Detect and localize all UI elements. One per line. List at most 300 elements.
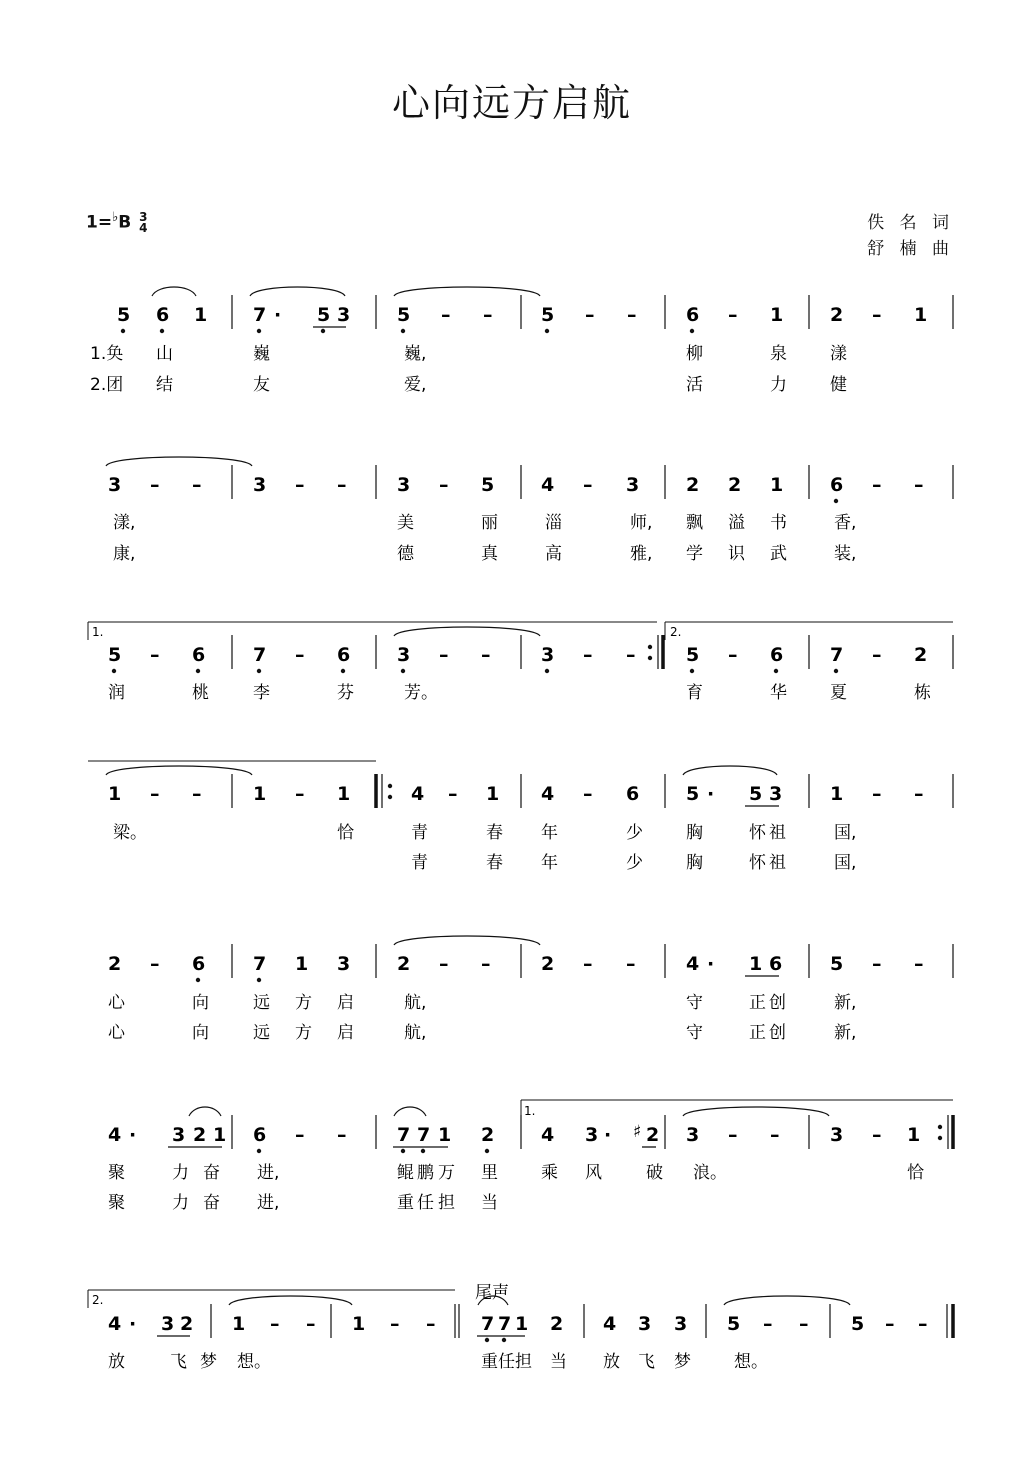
note: – xyxy=(763,1313,773,1335)
note: 3 xyxy=(626,474,640,496)
note: 1 xyxy=(337,783,351,805)
note: 1 xyxy=(232,1313,246,1335)
lyric: 装, xyxy=(834,544,857,564)
note: – xyxy=(583,783,593,805)
note: 5 xyxy=(397,304,411,326)
note: · xyxy=(129,1313,137,1335)
note: 5 xyxy=(541,304,555,326)
note: 4 xyxy=(686,953,700,975)
note: 6 xyxy=(156,304,170,326)
note: – xyxy=(770,1124,780,1146)
note: – xyxy=(583,953,593,975)
lyric: 方 xyxy=(295,993,312,1013)
note: – xyxy=(270,1313,280,1335)
note: 3 xyxy=(172,1124,186,1146)
note: 2 xyxy=(193,1124,207,1146)
lyric: 放 xyxy=(108,1352,125,1372)
note: 6 xyxy=(686,304,700,326)
note: 2 xyxy=(550,1313,564,1335)
tie xyxy=(394,936,540,945)
note: 3 xyxy=(674,1313,688,1335)
note: – xyxy=(192,783,202,805)
note: 6 xyxy=(770,644,784,666)
note: 3 xyxy=(541,644,555,666)
lyric: 风 xyxy=(585,1163,602,1183)
lyric: 新, xyxy=(834,993,857,1013)
note: 3 xyxy=(686,1124,700,1146)
notes-layer xyxy=(90,304,932,1372)
slur xyxy=(189,1107,221,1116)
lyric: 航, xyxy=(404,993,427,1013)
lyric: 当 xyxy=(550,1352,567,1372)
note: 2 xyxy=(541,953,555,975)
lyric: 里 xyxy=(481,1163,498,1183)
octave-dot-below xyxy=(257,669,261,673)
lyric: 鹏 xyxy=(417,1163,434,1183)
lyric: 栋 xyxy=(914,683,931,703)
lyric: 书 xyxy=(770,513,787,533)
lyric: 梁。 xyxy=(113,823,147,843)
octave-dot-below xyxy=(257,978,261,982)
octave-dot-below xyxy=(545,669,549,673)
lyric: 青 xyxy=(411,853,428,873)
note: 1 xyxy=(907,1124,921,1146)
octave-dot-below xyxy=(341,669,345,673)
lyric: 飞 xyxy=(170,1352,187,1372)
lyric: 奋 xyxy=(203,1163,220,1183)
note: 1 xyxy=(213,1124,227,1146)
lyric: 重 xyxy=(397,1193,414,1213)
note: – xyxy=(583,644,593,666)
lyric: 怀 xyxy=(749,823,766,843)
lyric: 真 xyxy=(481,544,498,564)
note: – xyxy=(192,474,202,496)
lyric: 远 xyxy=(253,1023,270,1043)
page-title: 心向远方启航 xyxy=(391,81,632,125)
lyric: 巍, xyxy=(404,344,427,364)
lyric: 想。 xyxy=(237,1352,271,1372)
lyric: 溢 xyxy=(728,513,745,533)
lyric: 友 xyxy=(253,375,270,395)
lyric: 正 xyxy=(749,993,766,1013)
tie xyxy=(106,766,252,775)
lyric: 担 xyxy=(438,1193,455,1213)
note: · xyxy=(129,1124,137,1146)
slur xyxy=(250,287,345,296)
lyric: 结 xyxy=(156,375,173,395)
octave-dot-below xyxy=(160,329,164,333)
note: – xyxy=(295,474,305,496)
note: 3 xyxy=(161,1313,175,1335)
note: 3 xyxy=(253,474,267,496)
lyric: 爱, xyxy=(404,375,427,395)
octave-dot-below xyxy=(196,669,200,673)
lyric: 梦 xyxy=(674,1352,691,1372)
note: 1 xyxy=(830,783,844,805)
lyric: 祖 xyxy=(769,853,786,873)
octave-dot-below xyxy=(421,1149,425,1153)
note: 2 xyxy=(180,1313,194,1335)
lyric: 怀 xyxy=(749,853,766,873)
lyric: 国, xyxy=(834,823,857,843)
note: 1 xyxy=(295,953,309,975)
repeat-dot xyxy=(648,645,652,649)
note: 4 xyxy=(411,783,425,805)
note: 5 xyxy=(686,783,700,805)
lyric: 春 xyxy=(486,823,503,843)
repeat-dot xyxy=(388,784,392,788)
lyric: 恰 xyxy=(337,823,354,843)
note: · xyxy=(274,304,282,326)
coda-label: 尾声 xyxy=(475,1283,509,1303)
octave-dot-below xyxy=(112,669,116,673)
note: 6 xyxy=(192,953,206,975)
lyric: 学 xyxy=(686,544,703,564)
note: – xyxy=(295,1124,305,1146)
lyric: 华 xyxy=(770,683,787,703)
note: 5 xyxy=(317,304,331,326)
lyric: 胸 xyxy=(686,853,703,873)
octave-dot-below xyxy=(401,669,405,673)
note: 5 xyxy=(727,1313,741,1335)
note: – xyxy=(626,644,636,666)
note: 5 xyxy=(108,644,122,666)
lyric: 师, xyxy=(630,513,653,533)
tie xyxy=(394,627,540,636)
note: 4 xyxy=(603,1313,617,1335)
lyric: 活 xyxy=(686,375,703,395)
lyric: 聚 xyxy=(108,1193,125,1213)
note: 1 xyxy=(515,1313,529,1335)
lyric: 润 xyxy=(108,683,125,703)
lyric: 进, xyxy=(257,1193,280,1213)
lyric: 聚 xyxy=(108,1163,125,1183)
note: 2 xyxy=(646,1124,660,1146)
octave-dot-below xyxy=(257,1149,261,1153)
lyric: 向 xyxy=(192,1023,209,1043)
note: – xyxy=(150,644,160,666)
note: 2 xyxy=(914,644,928,666)
note: 5 xyxy=(851,1313,865,1335)
note: – xyxy=(441,304,451,326)
note: 5 xyxy=(117,304,131,326)
lyric: 方 xyxy=(295,1023,312,1043)
octave-dot-below xyxy=(401,329,405,333)
octave-dot-below xyxy=(485,1149,489,1153)
lyric: 识 xyxy=(728,544,745,564)
note: – xyxy=(295,644,305,666)
note: – xyxy=(426,1313,436,1335)
lyric: 担 xyxy=(515,1352,532,1372)
note: – xyxy=(337,1124,347,1146)
note: 7 xyxy=(498,1313,512,1335)
note: – xyxy=(390,1313,400,1335)
note: 1 xyxy=(770,474,784,496)
lyric: 放 xyxy=(603,1352,620,1372)
lyric: 向 xyxy=(192,993,209,1013)
lyric: 正 xyxy=(749,1023,766,1043)
slur xyxy=(394,1107,426,1116)
tie xyxy=(229,1296,352,1305)
note: – xyxy=(914,474,924,496)
octave-dot-below xyxy=(485,1338,489,1342)
repeat-dot xyxy=(388,795,392,799)
lyric: 年 xyxy=(541,853,558,873)
note: – xyxy=(627,304,637,326)
lyric: 守 xyxy=(686,1023,703,1043)
lyric: 丽 xyxy=(481,513,498,533)
note: 1 xyxy=(108,783,122,805)
lyric: 美 xyxy=(397,513,414,533)
flat-sign: ♭ xyxy=(112,210,119,225)
repeat-dot xyxy=(938,1136,942,1140)
lyric: 桃 xyxy=(192,683,209,703)
note: 1 xyxy=(486,783,500,805)
lyric: 力 xyxy=(172,1163,189,1183)
lyric: 力 xyxy=(770,375,787,395)
lyric: 德 xyxy=(397,544,414,564)
note: – xyxy=(439,644,449,666)
lyric: 李 xyxy=(253,683,270,703)
ending-1-label: 1. xyxy=(92,625,104,639)
repeat-dot xyxy=(938,1125,942,1129)
note: · xyxy=(707,783,715,805)
lyric: 远 xyxy=(253,993,270,1013)
time-top: 3 xyxy=(139,209,148,224)
note: – xyxy=(150,474,160,496)
lyric: 启 xyxy=(337,1023,354,1043)
note: – xyxy=(872,474,882,496)
note: 7 xyxy=(830,644,844,666)
lyric: 巍 xyxy=(253,344,270,364)
note: 3 xyxy=(337,304,351,326)
note: – xyxy=(583,474,593,496)
note: 6 xyxy=(830,474,844,496)
lyric: 破 xyxy=(646,1163,663,1183)
lyric: 守 xyxy=(686,993,703,1013)
note: 1 xyxy=(352,1313,366,1335)
note: 6 xyxy=(253,1124,267,1146)
note: 3 xyxy=(337,953,351,975)
repeat-dot xyxy=(648,656,652,660)
octave-dot-below xyxy=(502,1338,506,1342)
octave-dot-below xyxy=(774,669,778,673)
lyric: 山 xyxy=(156,344,173,364)
note: – xyxy=(448,783,458,805)
note: 1 xyxy=(253,783,267,805)
note: 3 xyxy=(585,1124,599,1146)
lyric: 梦 xyxy=(200,1352,217,1372)
note: 2 xyxy=(397,953,411,975)
tie xyxy=(106,457,252,466)
octave-dot-below xyxy=(834,669,838,673)
lyric: 力 xyxy=(172,1193,189,1213)
note: – xyxy=(918,1313,928,1335)
lyric: 芬 xyxy=(337,683,354,703)
note: – xyxy=(728,644,738,666)
note: 5 xyxy=(830,953,844,975)
note: – xyxy=(481,953,491,975)
octave-dot-below xyxy=(257,329,261,333)
octave-dot-below xyxy=(196,978,200,982)
note: – xyxy=(728,1124,738,1146)
lyric: 少 xyxy=(626,823,643,843)
lyric: 柳 xyxy=(686,344,703,364)
lyric: 青 xyxy=(411,823,428,843)
lyric: 心 xyxy=(108,1023,125,1043)
lyric: 想。 xyxy=(734,1352,768,1372)
lyric: 鲲 xyxy=(397,1163,414,1183)
lyric: 新, xyxy=(834,1023,857,1043)
note: – xyxy=(439,474,449,496)
octave-dot-below xyxy=(545,329,549,333)
lyric: 任 xyxy=(498,1352,515,1372)
lyric: 夏 xyxy=(830,683,847,703)
note: 3 xyxy=(397,644,411,666)
note: – xyxy=(150,783,160,805)
note: 4 xyxy=(541,783,555,805)
lyric: 泉 xyxy=(770,344,787,364)
note: – xyxy=(481,644,491,666)
lyric: 乘 xyxy=(541,1163,558,1183)
lyric: 康, xyxy=(113,544,136,564)
note: 6 xyxy=(192,644,206,666)
lyric: 香, xyxy=(834,513,857,533)
note: – xyxy=(872,1124,882,1146)
ending-2-label-b: 2. xyxy=(92,1293,104,1307)
note: 7 xyxy=(397,1124,411,1146)
lyric: 芳。 xyxy=(404,683,438,703)
ending-1-label-b: 1. xyxy=(524,1104,536,1118)
note: 6 xyxy=(337,644,351,666)
tie xyxy=(683,1107,829,1116)
note: · xyxy=(604,1124,612,1146)
octave-dot-below xyxy=(690,669,694,673)
note: – xyxy=(337,474,347,496)
composer-credit: 舒 楠 曲 xyxy=(867,239,954,259)
note: 7 xyxy=(253,644,267,666)
note: 6 xyxy=(769,953,783,975)
lyric: 健 xyxy=(830,375,847,395)
note: – xyxy=(914,953,924,975)
note: – xyxy=(872,783,882,805)
note: 3 xyxy=(830,1124,844,1146)
note: – xyxy=(626,953,636,975)
note: – xyxy=(483,304,493,326)
lyric: 浪。 xyxy=(693,1163,727,1183)
note: 4 xyxy=(108,1313,122,1335)
note: 5 xyxy=(749,783,763,805)
lyric: 航, xyxy=(404,1023,427,1043)
lyric: 2.团 xyxy=(90,375,124,395)
octave-dot-below xyxy=(401,1149,405,1153)
note: 7 xyxy=(253,304,267,326)
note: 5 xyxy=(481,474,495,496)
decor-layer xyxy=(88,287,953,1342)
note: 1 xyxy=(749,953,763,975)
ending-2-label: 2. xyxy=(670,625,682,639)
lyric: 飞 xyxy=(638,1352,655,1372)
note: 4 xyxy=(108,1124,122,1146)
note: – xyxy=(439,953,449,975)
lyric: 创 xyxy=(769,993,786,1013)
lyric: 进, xyxy=(257,1163,280,1183)
note: · xyxy=(707,953,715,975)
lyric: 任 xyxy=(417,1193,434,1213)
note: 7 xyxy=(481,1313,495,1335)
sharp-sign: ♯ xyxy=(633,1122,642,1142)
tie xyxy=(394,287,540,296)
note: 2 xyxy=(830,304,844,326)
time-bottom: 4 xyxy=(139,220,148,235)
note: – xyxy=(306,1313,316,1335)
note: 3 xyxy=(108,474,122,496)
note: – xyxy=(914,783,924,805)
note: 6 xyxy=(626,783,640,805)
key-label: 1= xyxy=(86,212,113,233)
lyric: 胸 xyxy=(686,823,703,843)
lyric: 创 xyxy=(769,1023,786,1043)
note: – xyxy=(872,953,882,975)
lyric: 漾 xyxy=(830,344,847,364)
note: 2 xyxy=(481,1124,495,1146)
note: – xyxy=(872,304,882,326)
lyric: 奋 xyxy=(203,1193,220,1213)
note: – xyxy=(150,953,160,975)
octave-dot-below xyxy=(321,329,325,333)
tie xyxy=(724,1296,850,1305)
lyric: 武 xyxy=(770,544,787,564)
lyric: 高 xyxy=(545,544,562,564)
lyricist-credit: 佚 名 词 xyxy=(867,213,954,233)
lyric: 国, xyxy=(834,853,857,873)
note: 2 xyxy=(686,474,700,496)
lyric: 恰 xyxy=(907,1163,924,1183)
lyric: 启 xyxy=(337,993,354,1013)
lyric: 万 xyxy=(438,1163,455,1183)
note: 1 xyxy=(770,304,784,326)
lyric: 1.奂 xyxy=(90,344,124,364)
note: 1 xyxy=(194,304,208,326)
note: – xyxy=(885,1313,895,1335)
lyric: 年 xyxy=(541,823,558,843)
note: 7 xyxy=(417,1124,431,1146)
lyric: 少 xyxy=(626,853,643,873)
note: – xyxy=(585,304,595,326)
slur xyxy=(683,766,777,775)
note: – xyxy=(799,1313,809,1335)
lyric: 漾, xyxy=(113,513,136,533)
lyric: 心 xyxy=(108,993,125,1013)
note: 1 xyxy=(438,1124,452,1146)
note: 3 xyxy=(397,474,411,496)
lyric: 春 xyxy=(486,853,503,873)
note: 7 xyxy=(253,953,267,975)
lyric: 育 xyxy=(686,683,703,703)
slur xyxy=(152,287,196,296)
lyric: 祖 xyxy=(769,823,786,843)
lyric: 重 xyxy=(481,1352,498,1372)
note: 5 xyxy=(686,644,700,666)
note: 4 xyxy=(541,1124,555,1146)
lyric: 当 xyxy=(481,1193,498,1213)
note: – xyxy=(872,644,882,666)
note: 2 xyxy=(728,474,742,496)
note: 4 xyxy=(541,474,555,496)
note: 3 xyxy=(769,783,783,805)
octave-dot-below xyxy=(121,329,125,333)
note: 1 xyxy=(914,304,928,326)
